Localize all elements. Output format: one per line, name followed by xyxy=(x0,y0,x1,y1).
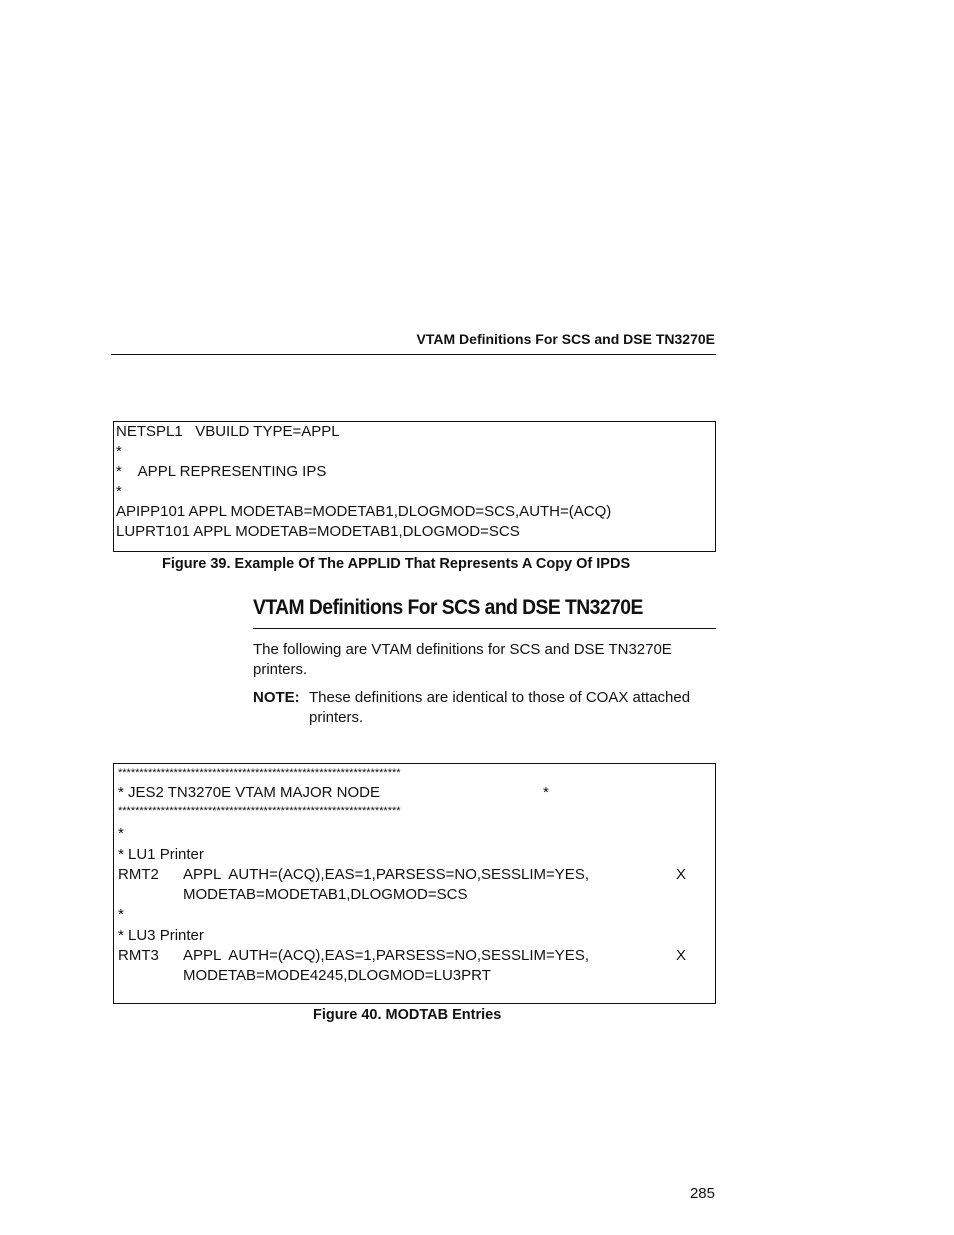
note-label: NOTE: xyxy=(253,689,300,706)
figure-39-code-box xyxy=(113,421,716,552)
lu3-comment: * LU3 Printer xyxy=(118,927,204,944)
figure-39-caption: Figure 39. Example Of The APPLID That Represents A Copy Of IPDS xyxy=(162,556,631,572)
figure-40-caption: Figure 40. MODTAB Entries xyxy=(313,1007,502,1023)
lu1-comment: * LU1 Printer xyxy=(118,846,204,863)
comment-line: * xyxy=(118,825,124,842)
rmt3-continuation: X xyxy=(676,947,687,964)
rmt3-label: RMT3 xyxy=(118,947,159,964)
asterisk-rule-top: ****************************************************************** xyxy=(118,767,401,779)
page-number: 285 xyxy=(689,1185,715,1202)
section-rule xyxy=(253,628,716,629)
rmt2-continuation: X xyxy=(676,866,687,883)
rmt3-definition: APPL AUTH=(ACQ),EAS=1,PARSESS=NO,SESSLIM=YES, xyxy=(183,947,589,964)
rmt2-definition: APPL AUTH=(ACQ),EAS=1,PARSESS=NO,SESSLIM=YES, xyxy=(183,866,589,883)
code-line: * xyxy=(116,443,122,460)
header-rule xyxy=(111,354,716,355)
note-text: These definitions are identical to those of COAX attached printers. xyxy=(309,689,691,726)
rmt3-definition-cont: MODETAB=MODE4245,DLOGMOD=LU3PRT xyxy=(183,967,491,984)
major-node-comment: * JES2 TN3270E VTAM MAJOR NODE xyxy=(118,784,381,801)
code-line: * APPL REPRESENTING IPS xyxy=(116,463,327,480)
rmt2-label: RMT2 xyxy=(118,866,159,883)
comment-line: * xyxy=(118,906,124,923)
code-line: NETSPL1 VBUILD TYPE=APPL xyxy=(116,423,340,440)
code-line: * xyxy=(116,483,122,500)
code-line: LUPRT101 APPL MODETAB=MODETAB1,DLOGMOD=SCS xyxy=(116,523,520,540)
section-body-paragraph: The following are VTAM definitions for SCS and DSE TN3270E printers. xyxy=(253,641,672,678)
major-node-comment-end: * xyxy=(543,784,549,801)
running-head: VTAM Definitions For SCS and DSE TN3270E xyxy=(416,331,715,347)
code-line: APIPP101 APPL MODETAB=MODETAB1,DLOGMOD=SCS,AUTH=(ACQ) xyxy=(116,503,612,520)
figure-40-code-box xyxy=(113,763,716,1004)
rmt2-definition-cont: MODETAB=MODETAB1,DLOGMOD=SCS xyxy=(183,886,468,903)
asterisk-rule-bottom: ****************************************************************** xyxy=(118,805,401,817)
section-title: VTAM Definitions For SCS and DSE TN3270E xyxy=(253,596,643,619)
